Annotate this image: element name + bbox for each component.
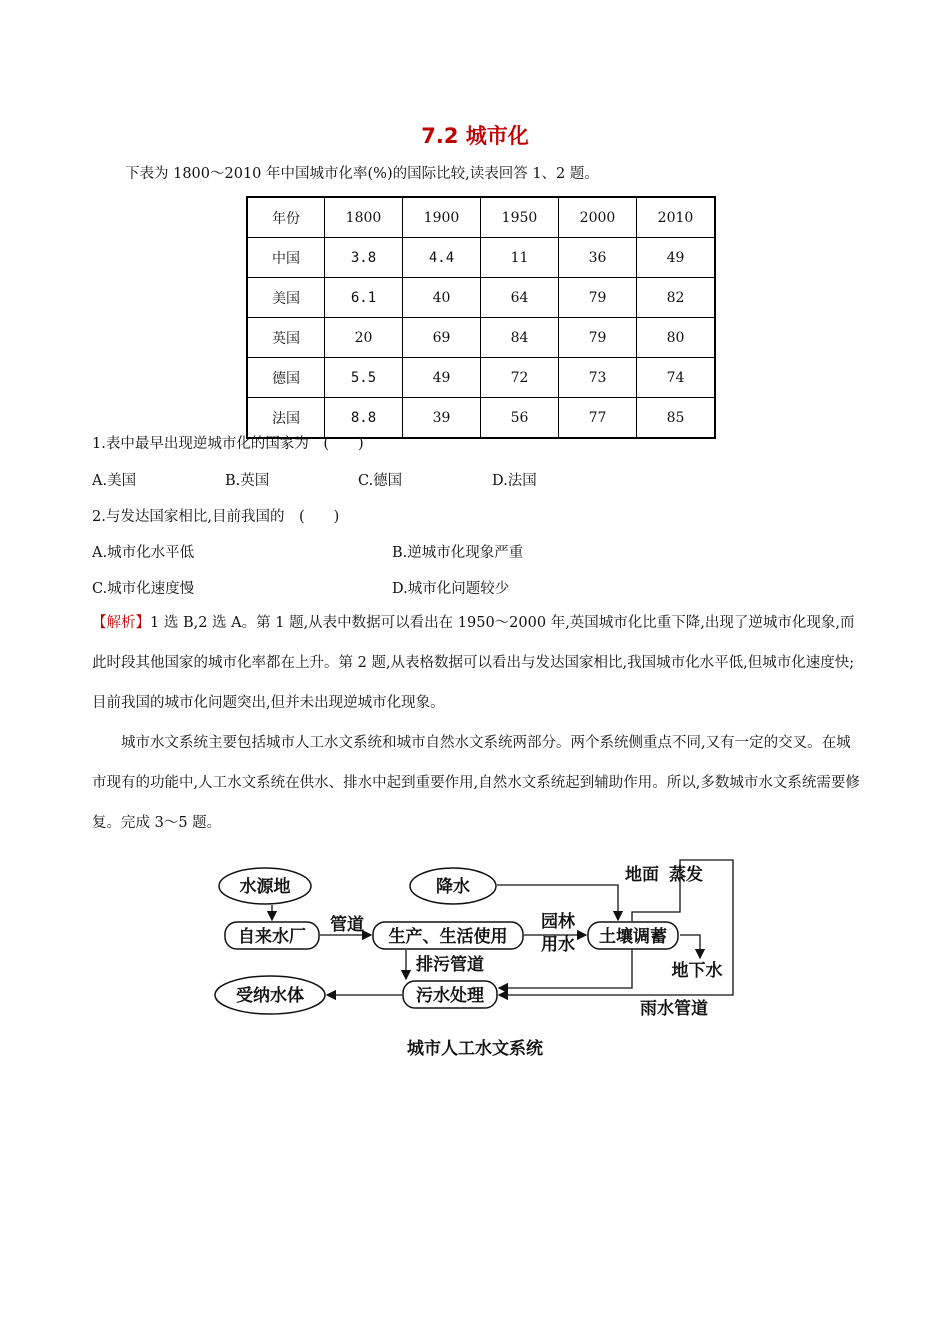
table-header-cell: 1900 — [403, 197, 481, 238]
passage-paragraph: 城市水文系统主要包括城市人工水文系统和城市自然水文系统两部分。两个系统侧重点不同,又有一定的交叉。在城市现有的功能中,人工水文系统在供水、排水中起到重要作用,自然水文系统起到辅助作用。所以,多数城市水文系统需要修复。完成 3～5 题。 — [92, 735, 860, 831]
analysis-text: 1 选 B,2 选 A。第 1 题,从表中数据可以看出在 1950～2000 年,英国城市化比重下降,出现了逆城市化现象,而此时段其他国家的城市化率都在上升。第 2 题,从表格数据可以看出与发达国家相比,我国城市化水平低,但城市化速度快;目前我国的城市化问题突出,但并未出现逆城市化现象。 — [92, 615, 855, 711]
label-evap: 蒸发 — [669, 865, 703, 885]
table-cell: 64 — [481, 278, 559, 318]
diagram-caption: 城市人工水文系统 — [407, 1039, 543, 1059]
table-cell: 6.1 — [325, 278, 403, 318]
table-cell-country: 中国 — [247, 238, 325, 278]
page-title: 7.2 城市化 — [421, 124, 529, 148]
node-source: 水源地 — [239, 877, 291, 897]
table-cell: 74 — [637, 358, 716, 398]
table-cell: 36 — [559, 238, 637, 278]
table-row — [247, 358, 715, 398]
table-row — [247, 278, 715, 318]
table-header-cell: 1800 — [325, 197, 403, 238]
table-header-row — [247, 197, 715, 238]
node-plant: 自来水厂 — [238, 927, 306, 947]
hydrology-diagram — [210, 850, 750, 1030]
question-1-option-c: C.德国 — [358, 473, 403, 489]
table-cell: 4.4 — [403, 238, 481, 278]
table-cell: 56 — [481, 398, 559, 439]
label-garden-1: 园林 — [541, 912, 575, 932]
table-cell: 79 — [559, 318, 637, 358]
table-cell: 49 — [403, 358, 481, 398]
label-garden-2: 用水 — [541, 935, 575, 955]
table-cell: 73 — [559, 358, 637, 398]
table-cell: 5.5 — [325, 358, 403, 398]
table-cell: 11 — [481, 238, 559, 278]
table-cell: 84 — [481, 318, 559, 358]
table-row — [247, 238, 715, 278]
label-rain-pipe: 雨水管道 — [640, 999, 708, 1019]
table-header-cell: 年份 — [247, 197, 325, 238]
table-row — [247, 318, 715, 358]
table-cell: 20 — [325, 318, 403, 358]
table-cell: 85 — [637, 398, 716, 439]
question-1-option-b: B.英国 — [225, 473, 270, 489]
node-receive: 受纳水体 — [236, 986, 304, 1006]
question-2-option-b: B.逆城市化现象严重 — [392, 545, 524, 561]
intro-text: 下表为 1800～2010 年中国城市化率(%)的国际比较,读表回答 1、2 题。 — [125, 166, 599, 182]
node-soil: 土壤调蓄 — [599, 927, 667, 947]
table-cell: 72 — [481, 358, 559, 398]
label-groundwater: 地下水 — [671, 961, 723, 981]
node-sewage: 污水处理 — [416, 986, 484, 1006]
question-1-stem: 1.表中最早出现逆城市化的国家为 ( ) — [92, 436, 364, 452]
question-2-stem: 2.与发达国家相比,目前我国的 ( ) — [92, 509, 340, 525]
label-drain: 排污管道 — [416, 955, 484, 975]
question-2-option-a: A.城市化水平低 — [92, 545, 195, 561]
question-1-option-d: D.法国 — [492, 473, 537, 489]
table-cell: 79 — [559, 278, 637, 318]
table-cell: 49 — [637, 238, 716, 278]
table-cell: 69 — [403, 318, 481, 358]
table-cell-country: 英国 — [247, 318, 325, 358]
analysis-paragraph — [92, 603, 862, 723]
table-cell: 40 — [403, 278, 481, 318]
table-cell-country: 德国 — [247, 358, 325, 398]
question-2-option-d: D.城市化问题较少 — [392, 581, 510, 597]
table-header-cell: 2010 — [637, 197, 716, 238]
table-cell: 8.8 — [325, 398, 403, 439]
label-pipe: 管道 — [330, 915, 364, 935]
table-cell: 77 — [559, 398, 637, 439]
table-cell: 82 — [637, 278, 716, 318]
urbanization-table — [246, 196, 716, 439]
table-cell-country: 美国 — [247, 278, 325, 318]
node-use: 生产、生活使用 — [388, 927, 508, 947]
table-header-cell: 2000 — [559, 197, 637, 238]
table-header-cell: 1950 — [481, 197, 559, 238]
analysis-tag: 【解析】 — [92, 615, 150, 631]
connector-arrow — [680, 935, 700, 958]
connector-arrow — [499, 950, 632, 988]
node-precip: 降水 — [436, 877, 470, 897]
question-1-option-a: A.美国 — [92, 473, 137, 489]
question-2-option-c: C.城市化速度慢 — [92, 581, 195, 597]
table-cell: 3.8 — [325, 238, 403, 278]
label-surface: 地面 — [625, 865, 659, 885]
table-cell-country: 法国 — [247, 398, 325, 439]
table-cell: 39 — [403, 398, 481, 439]
table-cell: 80 — [637, 318, 716, 358]
